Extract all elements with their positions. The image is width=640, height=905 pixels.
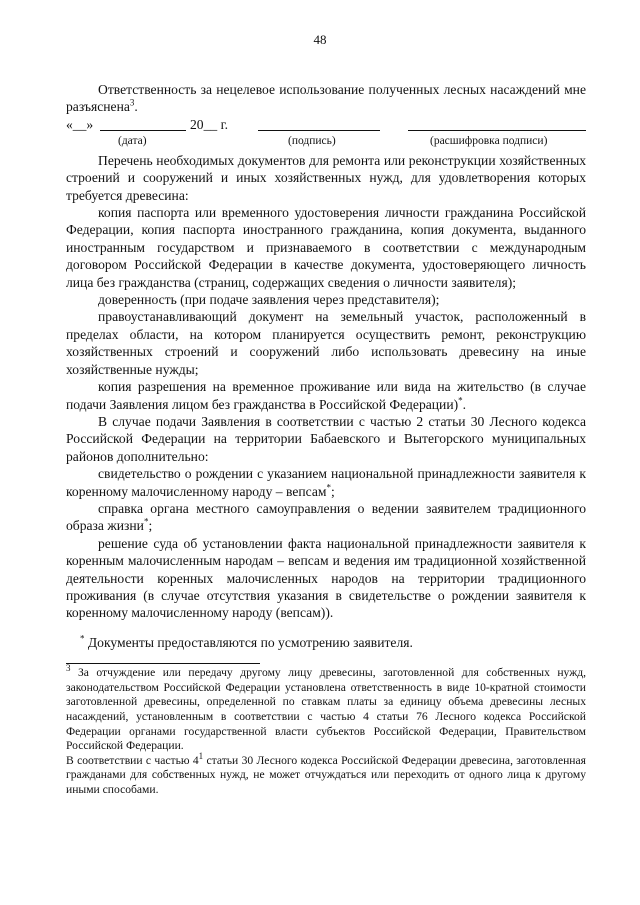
date-caption: (дата) xyxy=(118,134,147,147)
document-item: правоустанавливающий документ на земельный участок, расположенный в пределах области, на котором планируется осуществить ремонт, реконструкцию хозяйственных строений и сооружений либо использовать древесину на иные хозяйственные нужды; xyxy=(66,309,586,377)
punctuation: ; xyxy=(148,518,153,534)
punctuation: ; xyxy=(330,483,335,499)
superscript: 1 xyxy=(198,750,204,761)
footnote-separator xyxy=(66,663,260,664)
date-year: 20__ г. xyxy=(190,116,229,132)
list-intro: Перечень необходимых документов для ремонта или реконструкции хозяйственных строений и сооружений и иных хозяйственных нужд, для удовлетворения которых требуется древесина: xyxy=(66,152,586,203)
additional-item xyxy=(66,500,586,535)
asterisk-mark: * xyxy=(326,482,331,492)
asterisk-mark: * xyxy=(80,633,85,644)
signature-line xyxy=(258,130,380,131)
document-item xyxy=(66,378,586,413)
additional-item: решение суда об установлении факта национальной принадлежности заявителя к коренным малочисленным народам – вепсам и ведения им традиционной хозяйственной деятельности коренных малочисленных народов на территории традиционного проживания (в случае отсутствия указания в свидетельстве о рождении заявителя к коренному малочисленному народу (вепсам)). xyxy=(66,535,586,621)
additional-item-text: справка органа местного самоуправления о ведении заявителем традиционного образа жизни xyxy=(66,500,586,534)
decoding-caption: (расшифровка подписи) xyxy=(430,134,548,147)
additional-item xyxy=(66,465,586,500)
document-item: копия паспорта или временного удостоверения личности гражданина Российской Федерации, копия паспорта иностранного гражданина, копия документа, выданного иностранным государством и признаваемого в соответствии с международным договором Российской Федерации в качестве документа, удостоверяющего личность лица без гражданства (страниц, содержащих сведения о личности заявителя); xyxy=(66,205,586,290)
note-line xyxy=(66,634,586,651)
footnote-text: статьи 30 Лесного кодекса Российской Федерации древесина, заготовленная гражданами для собственных нужд, не может отчуждаться или переходить от одного лица к другому иными способами. xyxy=(66,753,586,796)
asterisk-mark: * xyxy=(143,516,149,527)
signature-caption: (подпись) xyxy=(288,134,336,147)
punctuation: . xyxy=(462,396,467,412)
date-month-line xyxy=(100,130,186,131)
document-item: доверенность (при подаче заявления через представителя); xyxy=(98,292,440,308)
additional-item-text: свидетельство о рождении с указанием национальной принадлежности заявителя к коренному малочисленному народу – вепсам xyxy=(66,466,586,499)
footnote-number: 3 xyxy=(66,663,71,674)
asterisk-mark: * xyxy=(458,394,463,405)
period: . xyxy=(134,99,138,115)
note-text: Документы предоставляются по усмотрению заявителя. xyxy=(84,634,413,650)
footnote-text: В соответствии с частью 4 xyxy=(66,753,199,767)
date-day: «__» xyxy=(66,116,94,132)
additional-intro: В случае подачи Заявления в соответствии с частью 2 статьи 30 Лесного кодекса Российской Федерации на территории Бабаевского и Вытегорского муниципальных районов дополнительно: xyxy=(66,413,586,464)
footnote-paragraph xyxy=(66,750,586,798)
footnote-paragraph xyxy=(66,663,586,754)
page-number: 48 xyxy=(313,32,327,47)
signature-block xyxy=(66,116,586,152)
responsibility-text: Ответственность за нецелевое использование полученных лесных насаждений мне разъяснена xyxy=(66,82,586,115)
document-body xyxy=(66,81,586,798)
footnote-ref: 3 xyxy=(129,97,135,108)
footnote-text: За отчуждение или передачу другому лицу древесины, заготовленной для собственных нужд, законодательством Российской Федерации установлена ответственность в виде 10-кратной стоимости заготовленной древесины, определенной по ставкам платы за единицу объема древесины лесных насаждений, установленным в соответствии с частью 4 статьи 76 Лесного кодекса Российской Федерации органами государственной власти субъектов Российской Федерации, Правительством Российской Федерации. xyxy=(66,666,586,753)
responsibility-statement xyxy=(66,81,586,116)
decoding-line xyxy=(408,130,586,131)
document-item-text: копия разрешения на временное проживание или вида на жительство (в случае подачи Заявления лицом без гражданства в Российской Федерации) xyxy=(66,379,586,412)
